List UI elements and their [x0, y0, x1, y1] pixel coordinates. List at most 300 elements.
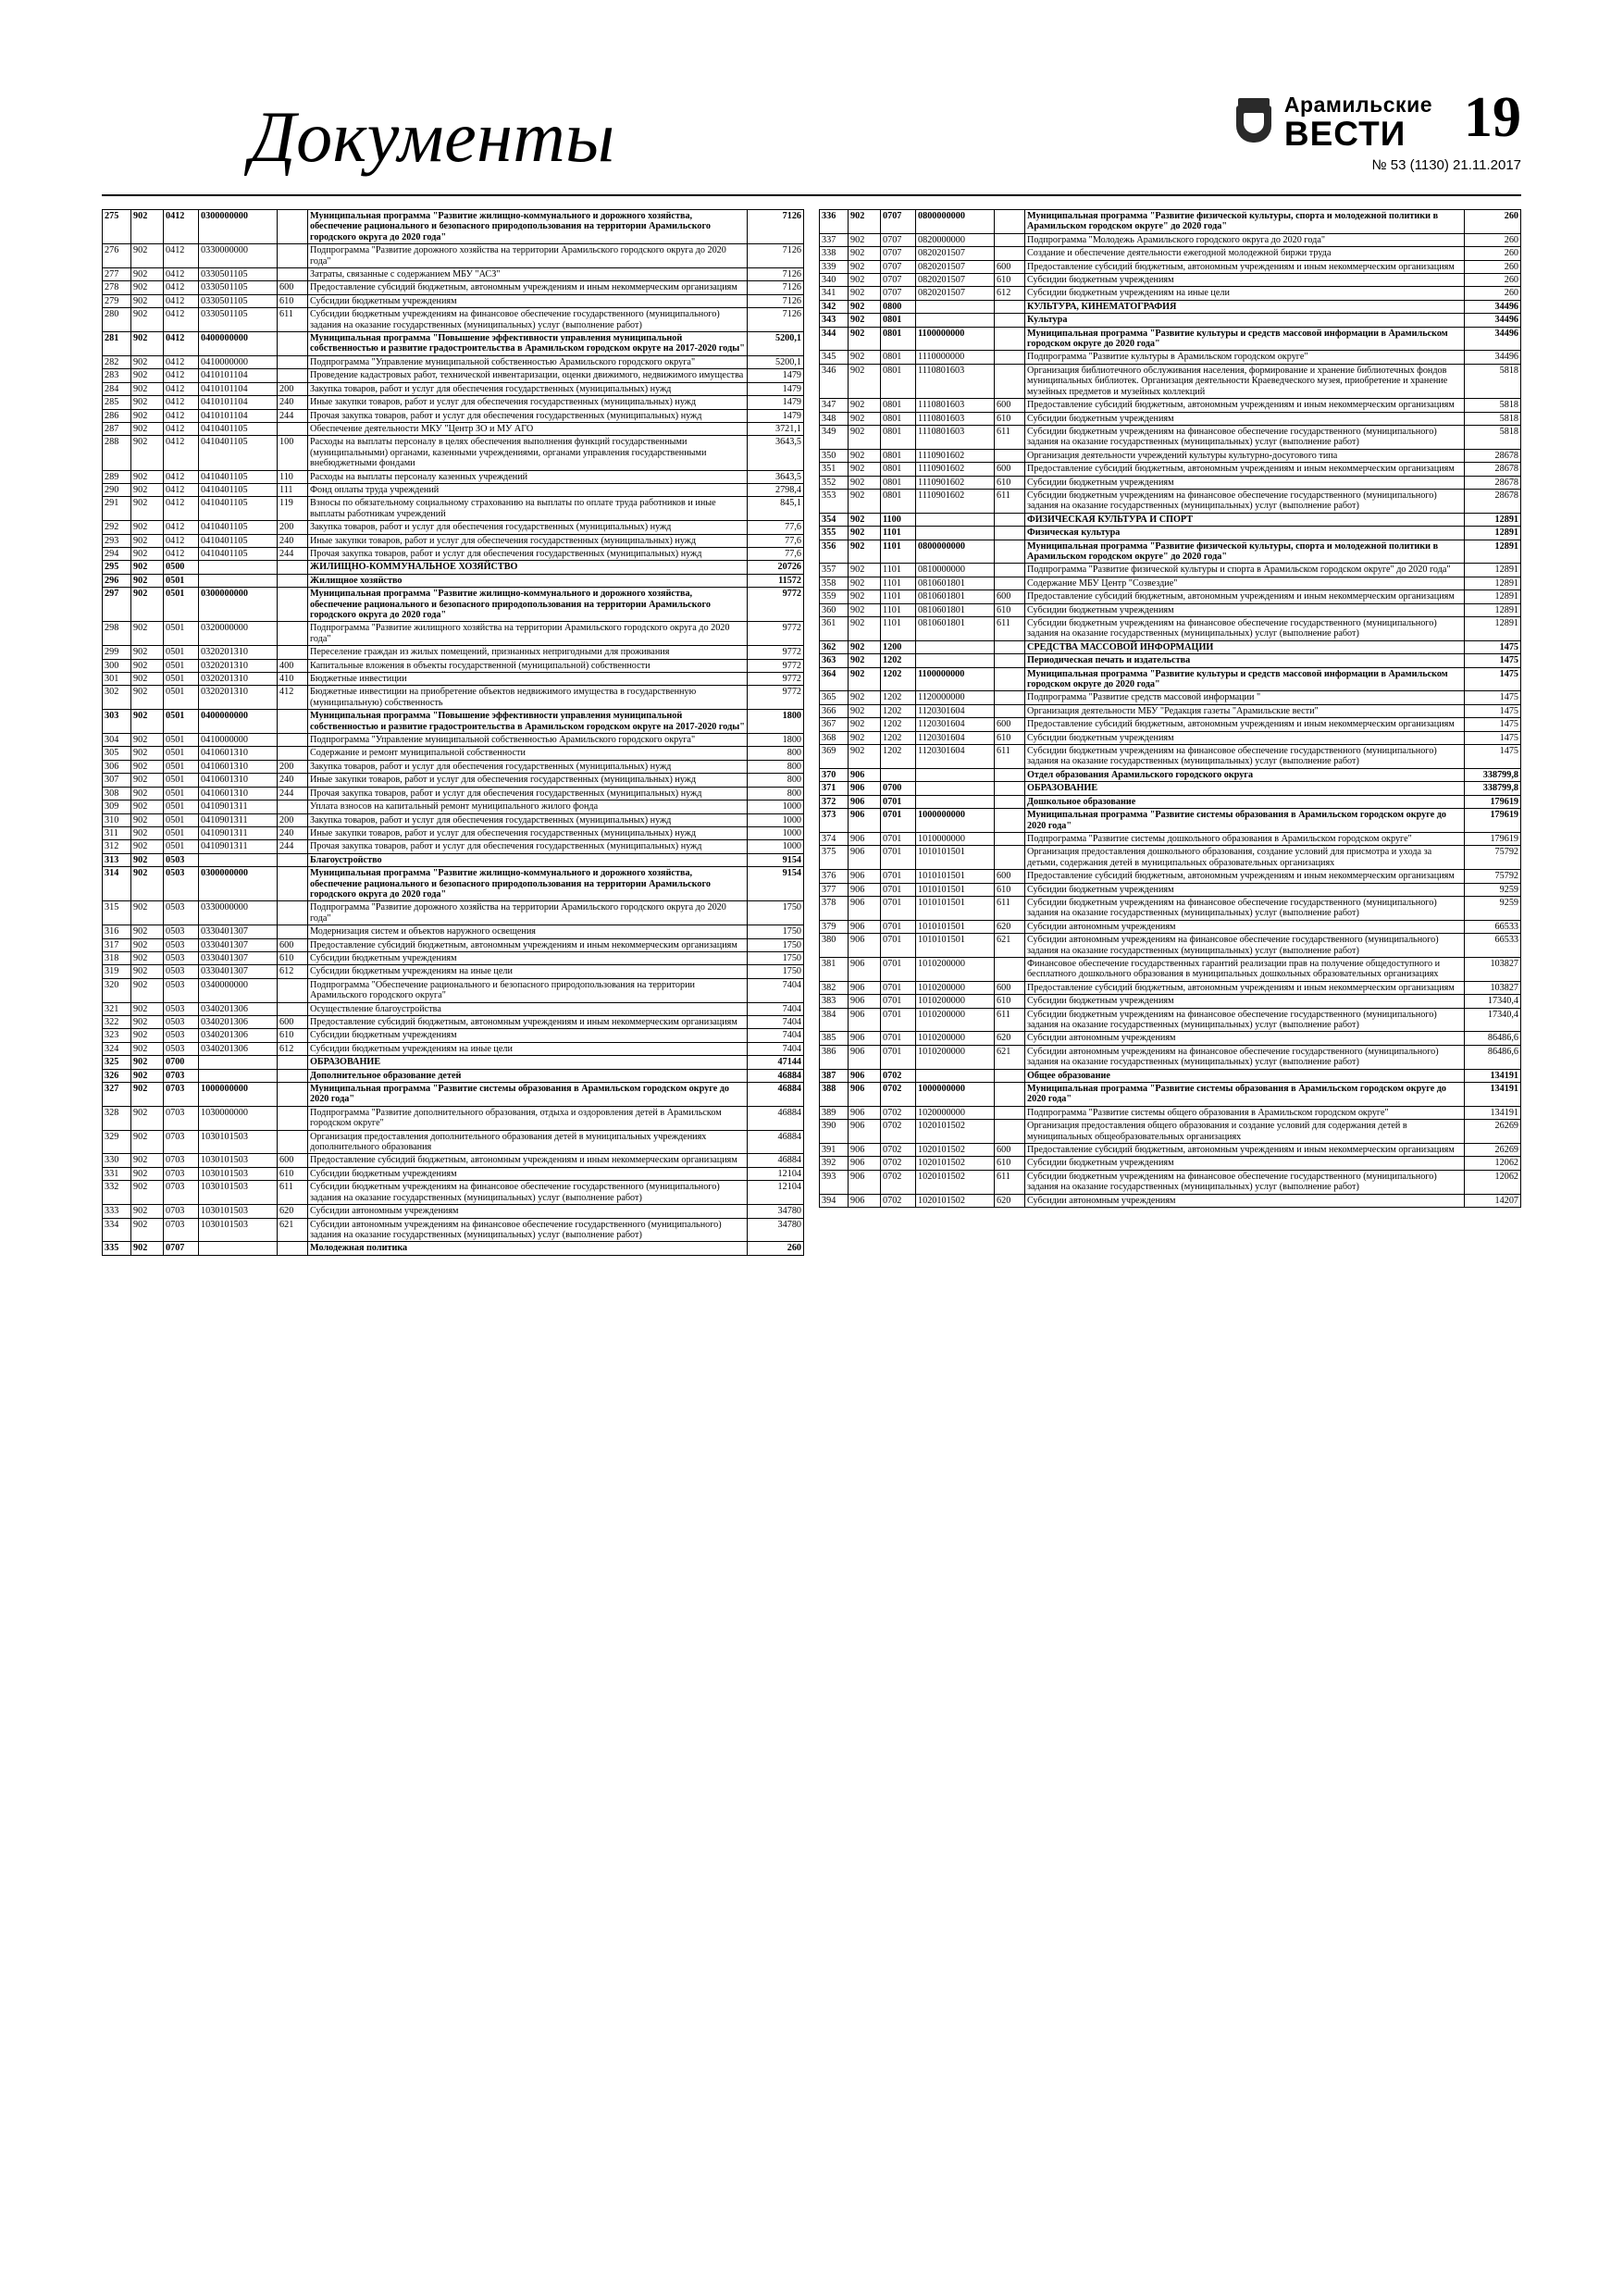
cell-vedomstvo: 902 — [849, 640, 881, 653]
cell-row-number: 353 — [820, 489, 849, 513]
cell-expense-type: 610 — [995, 731, 1025, 744]
cell-expense-type — [995, 327, 1025, 351]
table-row — [820, 1170, 1521, 1194]
cell-sum: 26269 — [1465, 1144, 1521, 1157]
cell-name: Субсидии автономным учреждениям на финансовое обеспечение государственного (муниципального) задания на оказание государственных (муниципальных) услуг (выполнение работ) — [1025, 1045, 1465, 1069]
cell-target-code: 1100000000 — [916, 667, 995, 691]
cell-target-code — [199, 853, 278, 866]
table-row — [103, 382, 804, 395]
cell-sum: 1475 — [1465, 745, 1521, 769]
cell-sum: 34496 — [1465, 314, 1521, 327]
cell-name: Муниципальная программа "Развитие культуры и средств массовой информации в Арамильском городском округе до 2020 года" — [1025, 667, 1465, 691]
cell-razdel: 0412 — [164, 281, 199, 294]
cell-vedomstvo: 906 — [849, 1069, 881, 1082]
cell-name: Муниципальная программа "Развитие физической культуры, спорта и молодежной политики в Арамильском городском округе" до 2020 года" — [1025, 540, 1465, 564]
cell-row-number: 335 — [103, 1242, 131, 1255]
table-row — [820, 564, 1521, 577]
cell-vedomstvo: 902 — [849, 603, 881, 616]
cell-target-code: 0820201507 — [916, 274, 995, 287]
cell-razdel: 0702 — [881, 1144, 916, 1157]
cell-row-number: 360 — [820, 603, 849, 616]
cell-razdel: 0801 — [881, 449, 916, 462]
cell-expense-type: 612 — [995, 287, 1025, 300]
cell-name: Субсидии бюджетным учреждениям — [1025, 274, 1465, 287]
cell-vedomstvo: 902 — [849, 300, 881, 313]
cell-row-number: 316 — [103, 925, 131, 938]
cell-target-code: 1010101501 — [916, 883, 995, 896]
cell-razdel: 0701 — [881, 809, 916, 833]
table-row — [820, 782, 1521, 795]
cell-name: Дошкольное образование — [1025, 795, 1465, 808]
table-row — [103, 355, 804, 368]
cell-vedomstvo: 906 — [849, 883, 881, 896]
cell-target-code: 0820201507 — [916, 287, 995, 300]
cell-row-number: 319 — [103, 965, 131, 978]
cell-target-code: 1020000000 — [916, 1106, 995, 1119]
table-row — [820, 1083, 1521, 1107]
cell-razdel: 0412 — [164, 382, 199, 395]
cell-target-code — [916, 640, 995, 653]
cell-vedomstvo: 906 — [849, 832, 881, 845]
cell-target-code — [916, 782, 995, 795]
cell-vedomstvo: 902 — [131, 483, 164, 496]
cell-name: Содержание и ремонт муниципальной собственности — [308, 747, 748, 760]
cell-vedomstvo: 902 — [131, 1218, 164, 1242]
cell-row-number: 275 — [103, 210, 131, 244]
cell-vedomstvo: 902 — [849, 399, 881, 412]
cell-sum: 1475 — [1465, 667, 1521, 691]
table-row — [820, 364, 1521, 398]
cell-target-code: 0330401307 — [199, 938, 278, 951]
table-row — [820, 995, 1521, 1008]
cell-razdel: 0701 — [881, 795, 916, 808]
cell-expense-type — [995, 351, 1025, 364]
cell-vedomstvo: 902 — [131, 1130, 164, 1154]
cell-row-number: 351 — [820, 463, 849, 476]
table-row — [820, 846, 1521, 870]
cell-row-number: 332 — [103, 1181, 131, 1205]
cell-row-number: 296 — [103, 574, 131, 587]
cell-target-code: 0300000000 — [199, 210, 278, 244]
table-row — [103, 1002, 804, 1015]
cell-sum: 1750 — [748, 951, 804, 964]
cell-vedomstvo: 902 — [849, 233, 881, 246]
cell-sum: 1750 — [748, 965, 804, 978]
cell-target-code: 0400000000 — [199, 710, 278, 734]
cell-target-code: 0410901311 — [199, 813, 278, 826]
cell-sum: 1000 — [748, 826, 804, 839]
cell-razdel: 0501 — [164, 588, 199, 622]
cell-vedomstvo: 902 — [131, 686, 164, 710]
cell-expense-type: 610 — [995, 995, 1025, 1008]
cell-name: Расходы на выплаты персоналу в целях обеспечения выполнения функций государственными (муниципальными) органами, казенными учреждениями, органами управления государственными внебюджетными фондами — [308, 436, 748, 470]
cell-target-code: 1030101503 — [199, 1218, 278, 1242]
cell-razdel: 1101 — [881, 590, 916, 603]
cell-expense-type — [278, 646, 308, 659]
cell-vedomstvo: 902 — [849, 489, 881, 513]
cell-razdel: 0700 — [881, 782, 916, 795]
cell-row-number: 386 — [820, 1045, 849, 1069]
cell-row-number: 306 — [103, 760, 131, 773]
cell-row-number: 325 — [103, 1056, 131, 1069]
cell-razdel: 0703 — [164, 1181, 199, 1205]
cell-name: Субсидии автономным учреждениям на финансовое обеспечение государственного (муниципального) задания на оказание государственных (муниципальных) услуг (выполнение работ) — [308, 1218, 748, 1242]
cell-sum: 34780 — [748, 1218, 804, 1242]
cell-name: Организация деятельности учреждений культуры культурно-досугового типа — [1025, 449, 1465, 462]
table-row — [103, 244, 804, 268]
cell-name: Субсидии бюджетным учреждениям на финансовое обеспечение государственного (муниципального) задания на оказание государственных (муниципальных) услуг (выполнение работ) — [308, 308, 748, 332]
cell-sum: 2798,4 — [748, 483, 804, 496]
cell-razdel: 0412 — [164, 332, 199, 356]
cell-row-number: 295 — [103, 561, 131, 574]
cell-row-number: 291 — [103, 497, 131, 521]
table-row — [103, 1016, 804, 1029]
table-row — [820, 260, 1521, 273]
cell-expense-type: 621 — [995, 1045, 1025, 1069]
table-row — [820, 731, 1521, 744]
cell-name: Закупка товаров, работ и услуг для обеспечения государственных (муниципальных) нужд — [308, 382, 748, 395]
cell-name: Организация библиотечного обслуживания населения, формирование и хранение библиотечных фондов муниципальных библиотек. Организация деятельности Краеведческого музея, приобретение и хранение музейных предметов и музейных коллекций — [1025, 364, 1465, 398]
cell-name: Капитальные вложения в объекты государственной (муниципальной) собственности — [308, 659, 748, 672]
cell-row-number: 354 — [820, 513, 849, 526]
cell-vedomstvo: 902 — [131, 281, 164, 294]
cell-name: Подпрограмма "Развитие системы дошкольного образования в Арамильском городском округе" — [1025, 832, 1465, 845]
cell-sum: 47144 — [748, 1056, 804, 1069]
cell-expense-type: 200 — [278, 382, 308, 395]
cell-vedomstvo: 906 — [849, 1194, 881, 1207]
cell-name: СРЕДСТВА МАССОВОЙ ИНФОРМАЦИИ — [1025, 640, 1465, 653]
cell-row-number: 341 — [820, 287, 849, 300]
cell-name: Обеспечение деятельности МКУ "Центр ЗО и МУ АГО — [308, 422, 748, 435]
table-row — [103, 210, 804, 244]
cell-expense-type: 610 — [995, 883, 1025, 896]
cell-vedomstvo: 902 — [131, 355, 164, 368]
table-row — [820, 274, 1521, 287]
cell-sum: 46884 — [748, 1069, 804, 1082]
cell-row-number: 350 — [820, 449, 849, 462]
cell-expense-type — [995, 640, 1025, 653]
cell-sum: 17340,4 — [1465, 995, 1521, 1008]
cell-razdel: 0412 — [164, 521, 199, 534]
cell-razdel: 0501 — [164, 826, 199, 839]
cell-expense-type: 611 — [995, 489, 1025, 513]
cell-razdel: 0702 — [881, 1069, 916, 1082]
cell-expense-type: 240 — [278, 826, 308, 839]
cell-target-code: 1110901602 — [916, 463, 995, 476]
cell-name: Финансовое обеспечение государственных гарантий реализации прав на получение общедоступного и бесплатного дошкольного образования в муниципальных дошкольных образовательных организациях — [1025, 957, 1465, 981]
cell-sum: 28678 — [1465, 476, 1521, 489]
budget-table-left — [102, 209, 804, 1256]
cell-razdel: 0701 — [881, 883, 916, 896]
cell-sum: 77,6 — [748, 521, 804, 534]
cell-razdel: 0702 — [881, 1120, 916, 1144]
cell-expense-type — [278, 355, 308, 368]
cell-vedomstvo: 902 — [849, 364, 881, 398]
table-row — [820, 795, 1521, 808]
cell-name: Субсидии бюджетным учреждениям — [1025, 603, 1465, 616]
cell-sum: 260 — [1465, 247, 1521, 260]
table-row — [103, 978, 804, 1002]
cell-name: Организация деятельности МБУ "Редакция газеты "Арамильские вести" — [1025, 704, 1465, 717]
cell-expense-type — [995, 768, 1025, 781]
cell-sum: 338799,8 — [1465, 782, 1521, 795]
cell-expense-type — [995, 449, 1025, 462]
cell-row-number: 383 — [820, 995, 849, 1008]
table-row — [103, 686, 804, 710]
cell-vedomstvo: 902 — [131, 853, 164, 866]
table-row — [103, 1205, 804, 1218]
cell-name: Муниципальная программа "Развитие культуры и средств массовой информации в Арамильском городском округе до 2020 года" — [1025, 327, 1465, 351]
cell-expense-type: 119 — [278, 497, 308, 521]
cell-sum: 7404 — [748, 1016, 804, 1029]
cell-expense-type: 410 — [278, 673, 308, 686]
cell-name: Культура — [1025, 314, 1465, 327]
cell-row-number: 327 — [103, 1083, 131, 1107]
cell-name: ФИЗИЧЕСКАЯ КУЛЬТУРА И СПОРТ — [1025, 513, 1465, 526]
cell-sum: 12104 — [748, 1181, 804, 1205]
cell-sum: 66533 — [1465, 920, 1521, 933]
cell-razdel: 0501 — [164, 574, 199, 587]
cell-vedomstvo: 902 — [849, 449, 881, 462]
cell-name: Подпрограмма "Обеспечение рационального и безопасного природопользования на территории Арамильского городского округа" — [308, 978, 748, 1002]
table-row — [103, 332, 804, 356]
cell-row-number: 379 — [820, 920, 849, 933]
cell-name: Подпрограмма "Молодежь Арамильского городского округа до 2020 года" — [1025, 233, 1465, 246]
cell-target-code: 0320201310 — [199, 673, 278, 686]
cell-target-code: 1120000000 — [916, 691, 995, 704]
cell-target-code: 1010200000 — [916, 1032, 995, 1045]
cell-target-code — [199, 561, 278, 574]
cell-sum: 845,1 — [748, 497, 804, 521]
table-row — [103, 521, 804, 534]
cell-sum: 12891 — [1465, 513, 1521, 526]
cell-name: ОБРАЗОВАНИЕ — [308, 1056, 748, 1069]
cell-sum: 12891 — [1465, 590, 1521, 603]
table-row — [820, 1008, 1521, 1032]
cell-vedomstvo: 902 — [849, 327, 881, 351]
cell-target-code: 0410401105 — [199, 470, 278, 483]
cell-razdel: 1202 — [881, 667, 916, 691]
cell-row-number: 359 — [820, 590, 849, 603]
cell-sum: 3643,5 — [748, 470, 804, 483]
cell-expense-type: 611 — [995, 896, 1025, 920]
cell-expense-type — [995, 1106, 1025, 1119]
cell-expense-type: 200 — [278, 760, 308, 773]
cell-expense-type — [995, 364, 1025, 398]
cell-target-code: 0340201306 — [199, 1002, 278, 1015]
cell-row-number: 375 — [820, 846, 849, 870]
cell-expense-type — [278, 1056, 308, 1069]
cell-razdel: 0703 — [164, 1218, 199, 1242]
cell-name: Предоставление субсидий бюджетным, автономным учреждениям и иным некоммерческим организациям — [308, 938, 748, 951]
cell-target-code: 1010200000 — [916, 1045, 995, 1069]
cell-expense-type: 200 — [278, 521, 308, 534]
cell-vedomstvo: 902 — [131, 521, 164, 534]
cell-vedomstvo: 902 — [131, 951, 164, 964]
cell-expense-type — [995, 654, 1025, 667]
table-row — [820, 1106, 1521, 1119]
cell-expense-type: 620 — [995, 1032, 1025, 1045]
cell-vedomstvo: 902 — [849, 247, 881, 260]
cell-name: Расходы на выплаты персоналу казенных учреждений — [308, 470, 748, 483]
cell-expense-type — [995, 1120, 1025, 1144]
table-row — [103, 622, 804, 646]
table-row — [103, 1242, 804, 1255]
cell-vedomstvo: 902 — [131, 382, 164, 395]
table-row — [820, 934, 1521, 958]
cell-expense-type: 244 — [278, 840, 308, 853]
cell-vedomstvo: 902 — [131, 396, 164, 409]
cell-vedomstvo: 902 — [849, 314, 881, 327]
cell-razdel: 0501 — [164, 686, 199, 710]
table-row — [820, 489, 1521, 513]
cell-name: Модернизация систем и объектов наружного освещения — [308, 925, 748, 938]
table-row — [820, 314, 1521, 327]
coat-of-arms-icon — [1233, 98, 1275, 144]
cell-row-number: 367 — [820, 718, 849, 731]
cell-name: Подпрограмма "Развитие физической культуры и спорта в Арамильском городском округе" до 2020 года" — [1025, 564, 1465, 577]
cell-row-number: 313 — [103, 853, 131, 866]
cell-target-code — [199, 1069, 278, 1082]
cell-target-code: 1110801603 — [916, 399, 995, 412]
cell-expense-type — [995, 540, 1025, 564]
cell-row-number: 302 — [103, 686, 131, 710]
cell-expense-type — [995, 1069, 1025, 1082]
header-divider — [102, 194, 1521, 196]
cell-row-number: 331 — [103, 1167, 131, 1180]
cell-razdel: 1101 — [881, 577, 916, 590]
cell-name: Осуществление благоустройства — [308, 1002, 748, 1015]
table-row — [103, 497, 804, 521]
cell-razdel: 0707 — [881, 247, 916, 260]
cell-target-code: 0410601310 — [199, 747, 278, 760]
cell-sum: 179619 — [1465, 832, 1521, 845]
cell-row-number: 303 — [103, 710, 131, 734]
cell-vedomstvo: 902 — [131, 1106, 164, 1130]
cell-vedomstvo: 906 — [849, 768, 881, 781]
cell-expense-type — [278, 332, 308, 356]
cell-name: Создание и обеспечение деятельности ежегодной молодежной биржи труда — [1025, 247, 1465, 260]
cell-row-number: 363 — [820, 654, 849, 667]
cell-name: Уплата взносов на капитальный ремонт муниципального жилого фонда — [308, 800, 748, 813]
cell-vedomstvo: 902 — [131, 1069, 164, 1082]
table-row — [820, 832, 1521, 845]
cell-sum: 1479 — [748, 382, 804, 395]
cell-name: Прочая закупка товаров, работ и услуг для обеспечения государственных (муниципальных) нужд — [308, 409, 748, 422]
cell-expense-type: 611 — [995, 1008, 1025, 1032]
cell-razdel: 0412 — [164, 436, 199, 470]
cell-expense-type: 612 — [278, 1042, 308, 1055]
cell-vedomstvo: 902 — [131, 436, 164, 470]
cell-sum: 800 — [748, 774, 804, 787]
cell-row-number: 355 — [820, 527, 849, 540]
cell-name: Субсидии бюджетным учреждениям на финансовое обеспечение государственного (муниципального) задания на оказание государственных (муниципальных) услуг (выполнение работ) — [1025, 617, 1465, 641]
cell-sum: 7404 — [748, 978, 804, 1002]
cell-expense-type: 610 — [995, 1157, 1025, 1170]
cell-name: Физическая культура — [1025, 527, 1465, 540]
table-row — [103, 588, 804, 622]
cell-row-number: 373 — [820, 809, 849, 833]
cell-name: Переселение граждан из жилых помещений, признанных непригодными для проживания — [308, 646, 748, 659]
cell-expense-type — [278, 1083, 308, 1107]
cell-name: Проведение кадастровых работ, технической инвентаризации, оценки движимого, недвижимого имущества — [308, 369, 748, 382]
cell-expense-type — [278, 574, 308, 587]
cell-row-number: 390 — [820, 1120, 849, 1144]
cell-razdel: 0501 — [164, 787, 199, 800]
cell-expense-type: 600 — [995, 590, 1025, 603]
cell-vedomstvo: 902 — [131, 747, 164, 760]
cell-name: Субсидии автономным учреждениям — [1025, 920, 1465, 933]
cell-sum: 26269 — [1465, 1120, 1521, 1144]
cell-vedomstvo: 902 — [131, 1167, 164, 1180]
cell-expense-type — [995, 577, 1025, 590]
cell-vedomstvo: 906 — [849, 846, 881, 870]
cell-razdel: 0702 — [881, 1170, 916, 1194]
cell-vedomstvo: 902 — [131, 369, 164, 382]
cell-sum: 46884 — [748, 1083, 804, 1107]
cell-target-code — [916, 314, 995, 327]
cell-expense-type: 610 — [995, 412, 1025, 425]
cell-sum: 7404 — [748, 1029, 804, 1042]
cell-sum: 34496 — [1465, 351, 1521, 364]
cell-row-number: 381 — [820, 957, 849, 981]
cell-expense-type — [995, 564, 1025, 577]
cell-razdel: 0412 — [164, 396, 199, 409]
cell-name: Субсидии бюджетным учреждениям на финансовое обеспечение государственного (муниципального) задания на оказание государственных (муниципальных) услуг (выполнение работ) — [1025, 896, 1465, 920]
cell-vedomstvo: 902 — [131, 210, 164, 244]
table-row — [820, 540, 1521, 564]
page-title: Документы — [250, 96, 615, 177]
cell-expense-type — [278, 1069, 308, 1082]
cell-target-code: 1030101503 — [199, 1130, 278, 1154]
cell-vedomstvo: 902 — [849, 412, 881, 425]
cell-razdel: 0503 — [164, 853, 199, 866]
cell-expense-type: 400 — [278, 659, 308, 672]
cell-sum: 5818 — [1465, 399, 1521, 412]
cell-vedomstvo: 906 — [849, 896, 881, 920]
cell-vedomstvo: 906 — [849, 981, 881, 994]
cell-row-number: 389 — [820, 1106, 849, 1119]
cell-row-number: 348 — [820, 412, 849, 425]
cell-name: Субсидии бюджетным учреждениям на иные цели — [308, 965, 748, 978]
brand-name-line1: Арамильские — [1283, 93, 1432, 117]
cell-name: Субсидии бюджетным учреждениям — [1025, 995, 1465, 1008]
cell-expense-type: 620 — [995, 1194, 1025, 1207]
table-row — [103, 574, 804, 587]
cell-name: Субсидии бюджетным учреждениям на иные цели — [1025, 287, 1465, 300]
cell-sum: 1000 — [748, 840, 804, 853]
cell-razdel: 0707 — [881, 274, 916, 287]
cell-row-number: 315 — [103, 901, 131, 925]
cell-expense-type — [995, 957, 1025, 981]
cell-expense-type: 610 — [278, 1167, 308, 1180]
cell-target-code: 1020101502 — [916, 1194, 995, 1207]
cell-vedomstvo: 902 — [131, 1056, 164, 1069]
table-row — [820, 1045, 1521, 1069]
cell-vedomstvo: 902 — [849, 691, 881, 704]
cell-expense-type: 610 — [278, 294, 308, 307]
cell-expense-type: 240 — [278, 396, 308, 409]
cell-vedomstvo: 902 — [131, 1083, 164, 1107]
cell-expense-type: 600 — [278, 1016, 308, 1029]
cell-name: Предоставление субсидий бюджетным, автономным учреждениям и иным некоммерческим организациям — [1025, 870, 1465, 883]
table-row — [103, 673, 804, 686]
cell-razdel: 0503 — [164, 951, 199, 964]
cell-sum: 9772 — [748, 659, 804, 672]
cell-target-code — [916, 300, 995, 313]
cell-name: Предоставление субсидий бюджетным, автономным учреждениям и иным некоммерческим организациям — [1025, 590, 1465, 603]
cell-vedomstvo: 902 — [849, 667, 881, 691]
